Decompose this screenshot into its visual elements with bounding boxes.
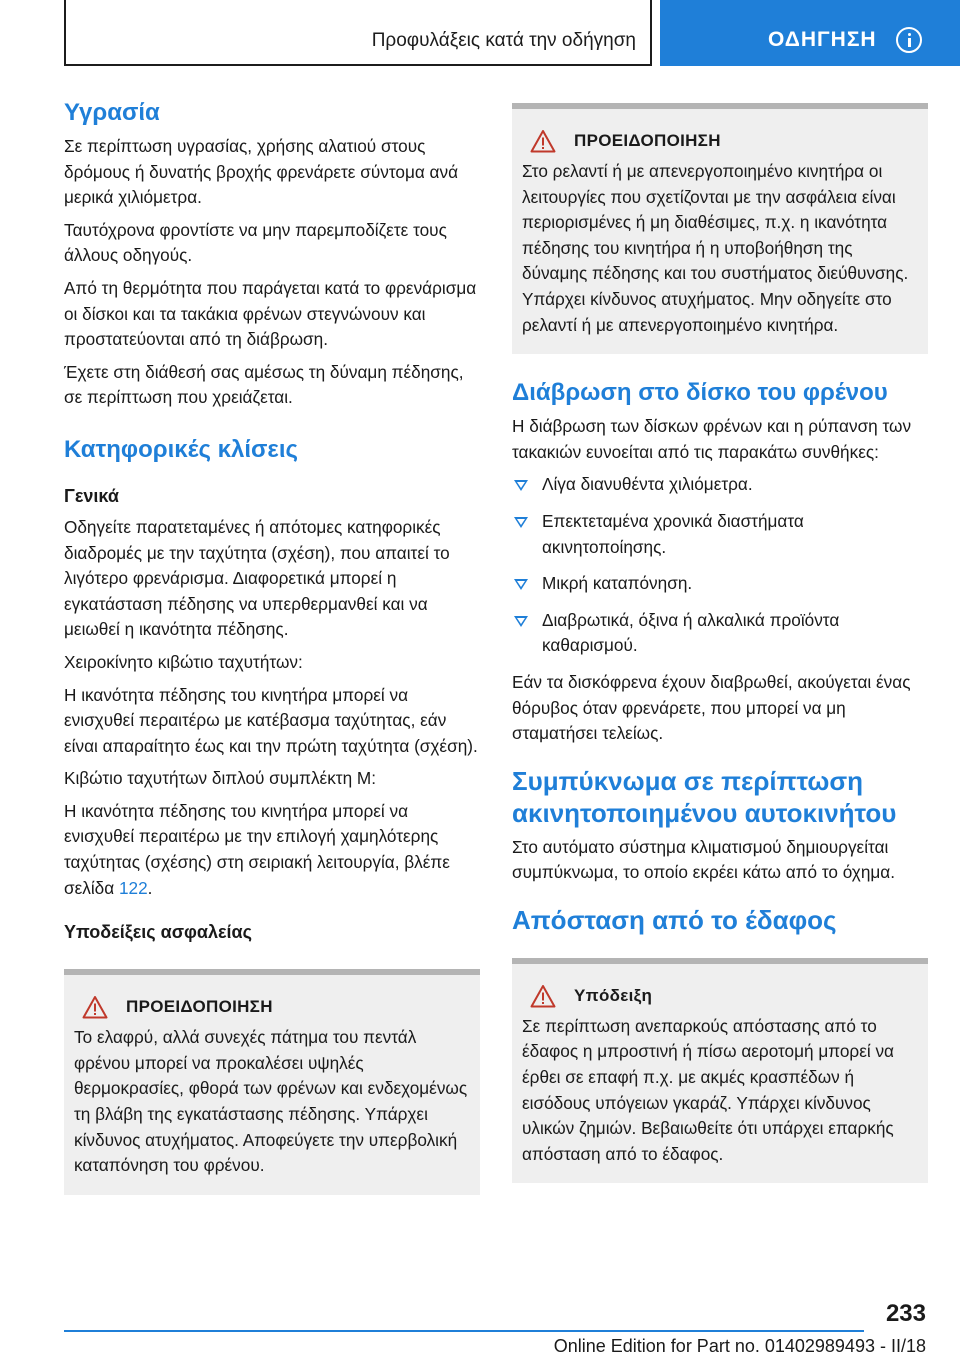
note-header <box>522 984 918 1008</box>
warning-triangle-icon <box>530 129 556 153</box>
warning-box <box>64 969 480 1195</box>
warning-header <box>74 995 470 1019</box>
triangle-bullet-icon <box>514 579 528 590</box>
heading-slopes: Κατηφορικές κλίσεις <box>64 435 298 463</box>
chapter-tab-label: ΟΔΗΓΗΣΗ <box>768 28 877 51</box>
paragraph: Εάν τα δισκόφρενα έχουν διαβρωθεί, ακούγεται ένας θόρυβος όταν φρενάρετε, που μπορεί να μη σταματήσει τελείως. <box>512 671 911 744</box>
paragraph: Από τη θερμότητα που παράγεται κατά το φρενάρισμα οι δίσκοι και τα τακάκια φρένων στεγνώνουν και προστατεύονται από τη διάβρωση. <box>64 277 477 350</box>
triangle-bullet-icon <box>514 517 528 528</box>
heading-ground-clearance: Απόσταση από το έδαφος <box>512 904 837 935</box>
section-title: Προφυλάξεις κατά την οδήγηση <box>371 30 636 51</box>
page-header <box>0 0 960 66</box>
paragraph-with-link <box>64 799 480 901</box>
paragraph: Έχετε στη διάθεσή σας αμέσως τη δύναμη πέδησης, σε περίπτωση που χρειάζεται. <box>64 361 464 408</box>
left-column <box>64 98 480 1195</box>
chapter-tab[interactable] <box>660 0 960 66</box>
warning-box <box>512 103 928 354</box>
note-text: Σε περίπτωση ανεπαρκούς απόστασης από το έδαφος η μπροστινή ή πίσω αεροτομή μπορεί να έρθει σε επαφή π.χ. με ακμές κρασπέδων ή εισόδους υπόγειων γκαράζ. Υπάρχει κίνδυνος υλικών ζημιών. Βεβαιωθείτε ότι υπάρχει επαρκής απόσταση από το έδαφος. <box>522 1015 894 1164</box>
paragraph: Χειροκίνητο κιβώτιο ταχυτήτων: <box>64 651 303 672</box>
list-item-text: Διαβρωτικά, όξινα ή αλκαλικά προϊόντα καθαρισμού. <box>542 609 840 656</box>
list-item-text: Επεκτεταμένα χρονικά διαστήματα ακινητοποίησης. <box>542 510 804 557</box>
header-section-box <box>64 0 650 66</box>
warning-title: ΠΡΟΕΙΔΟΠΟΙΗΣΗ <box>126 997 273 1017</box>
warning-text: Το ελαφρύ, αλλά συνεχές πάτημα του πεντάλ φρένου μπορεί να προκαλέσει υψηλές θερμοκρασίες, φθορά των φρένων και ενδεχομένως τη βλάβη της εγκατάστασης πέδησης. Υπάρχει κίνδυνος ατυχήματος. Αποφεύγετε την υπερβολική καταπόνηση του φρένου. <box>74 1027 468 1176</box>
paragraph: Ταυτόχρονα φροντίστε να μην παρεμποδίζετε τους άλλους οδηγούς. <box>64 219 447 266</box>
list-item <box>512 472 928 498</box>
footer-rule <box>64 1330 864 1332</box>
heading-corrosion: Διάβρωση στο δίσκο του φρένου <box>512 379 888 407</box>
paragraph: Σε περίπτωση υγρασίας, χρήσης αλατιού στους δρόμους ή δυνατής βροχής φρενάρετε σύντομα ανά μερικά χιλιόμετρα. <box>64 136 459 208</box>
paragraph: Κιβώτιο ταχυτήτων διπλού συμπλέκτη M: <box>64 768 377 789</box>
note-title: Υπόδειξη <box>574 985 653 1005</box>
corrosion-list <box>512 472 928 659</box>
list-item <box>512 608 928 659</box>
paragraph: Στο αυτόματο σύστημα κλιματισμού δημιουργείται συμπύκνωμα, το οποίο εκρέει κάτω από το όχημα. <box>512 836 895 883</box>
triangle-bullet-icon <box>514 480 528 491</box>
warning-triangle-icon <box>530 984 556 1008</box>
triangle-bullet-icon <box>514 616 528 627</box>
info-icon[interactable] <box>896 27 922 53</box>
heading-safety: Υποδείξεις ασφαλείας <box>64 922 252 943</box>
paragraph: Η ικανότητα πέδησης του κινητήρα μπορεί να ενισχυθεί περαιτέρω με κατέβασμα ταχύτητας, εάν είναι απαραίτητο έως και την πρώτη ταχύτητα (σχέση). <box>64 684 478 756</box>
list-item-text: Λίγα διανυθέντα χιλιόμετρα. <box>542 474 753 495</box>
warning-text: Στο ρελαντί ή με απενεργοποιημένο κινητήρα οι λειτουργίες που σχετίζονται με την ασφάλεια είναι περιορισμένες ή μη διαθέσιμες, π.χ. η ικανότητα πέδησης του κινητήρα ή η υποβοήθηση της δύναμης πέδησης και του συστήματος διεύθυνσης. Υπάρχει κίνδυνος ατυχήματος. Μην οδηγείτε στο ρελαντί ή με απενεργοποιημένο κινητήρα. <box>522 161 909 335</box>
warning-header <box>522 129 918 153</box>
list-item <box>512 509 928 560</box>
list-item <box>512 571 928 597</box>
paragraph: Η διάβρωση των δίσκων φρένων και η ρύπανση των τακακιών ευνοείται από τις παρακάτω συνθήκες: <box>512 416 912 462</box>
footer-edition: Online Edition for Part no. 01402989493 - II/18 <box>553 1336 926 1356</box>
note-box <box>512 958 928 1184</box>
heading-general: Γενικά <box>64 485 119 506</box>
warning-title: ΠΡΟΕΙΔΟΠΟΙΗΣΗ <box>574 131 721 150</box>
paragraph-text: Η ικανότητα πέδησης του κινητήρα μπορεί να ενισχυθεί περαιτέρω με την επιλογή χαμηλότερης ταχύτητας (σχέσης) στη σειριακή λειτουργία, βλέπε σελίδα <box>64 800 450 898</box>
paragraph: Οδηγείτε παρατεταμένες ή απότομες κατηφορικές διαδρομές με την ταχύτητα (σχέση), που απαιτεί το λιγότερο φρενάρισμα. Διαφορετικά μπορεί η εγκατάσταση πέδησης να υπερθερμανθεί και να μειωθεί η ικανότητα πέδησης. <box>64 516 450 640</box>
page-link[interactable]: 122 <box>118 877 148 898</box>
right-column <box>512 103 928 1183</box>
warning-triangle-icon <box>82 995 108 1019</box>
page-number: 233 <box>885 1300 926 1327</box>
list-item-text: Μικρή καταπόνηση. <box>542 573 693 594</box>
heading-condensate: Συμπύκνωμα σε περίπτωση ακινητοποιημένου αυτοκινήτου <box>512 765 897 828</box>
paragraph-end: . <box>147 877 153 898</box>
heading-humidity: Υγρασία <box>64 99 160 126</box>
